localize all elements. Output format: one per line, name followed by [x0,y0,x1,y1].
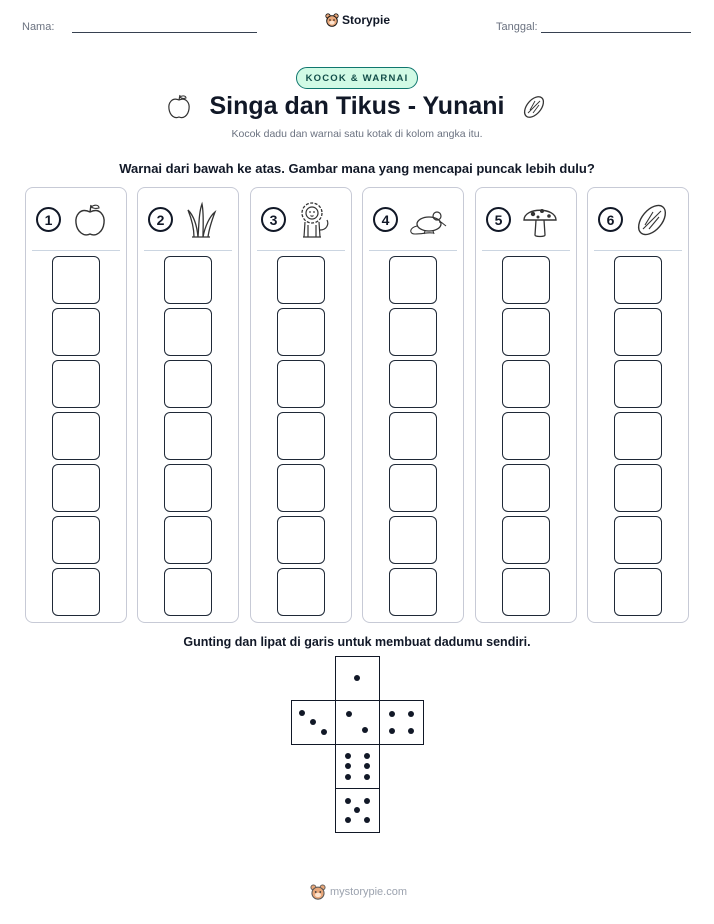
column-number: 2 [148,207,173,232]
color-box[interactable] [614,464,662,512]
column-number: 4 [373,207,398,232]
color-box[interactable] [389,360,437,408]
color-box[interactable] [502,256,550,304]
color-box[interactable] [277,412,325,460]
instruction-text: Warnai dari bawah ke atas. Gambar mana yang mencapai puncak lebih dulu? [119,161,595,176]
footer [310,884,407,900]
color-box[interactable] [164,464,212,512]
color-box[interactable] [614,412,662,460]
color-box[interactable] [164,516,212,564]
color-box[interactable] [164,412,212,460]
lion-icon [295,200,335,240]
color-box[interactable] [164,360,212,408]
column-3 [250,187,352,623]
color-box[interactable] [614,360,662,408]
column-2 [137,187,239,623]
cut-instruction: Gunting dan lipat di garis untuk membuat dadumu sendiri. [183,635,531,649]
color-box[interactable] [614,308,662,356]
color-box[interactable] [52,308,100,356]
dice-face-1[interactable] [335,656,380,701]
page-title: Singa dan Tikus - Yunani [209,92,505,120]
column-number: 5 [486,207,511,232]
color-box[interactable] [277,256,325,304]
name-label: Nama: [22,21,55,33]
color-box[interactable] [389,308,437,356]
dice-face-2[interactable] [335,700,380,745]
logo-text: Storypie [342,13,391,27]
color-box[interactable] [52,412,100,460]
color-box[interactable] [52,516,100,564]
seed-icon [632,200,672,240]
color-box[interactable] [52,360,100,408]
date-label: Tanggal: [496,21,538,33]
color-box[interactable] [277,360,325,408]
color-box[interactable] [502,308,550,356]
bear-logo-icon [325,13,339,27]
color-box[interactable] [164,256,212,304]
activity-badge: KOCOK & WARNAI [296,67,418,89]
color-box[interactable] [389,568,437,616]
color-box[interactable] [164,308,212,356]
color-box[interactable] [502,412,550,460]
color-box[interactable] [614,256,662,304]
grass-icon [182,200,222,240]
column-5 [475,187,577,623]
color-box[interactable] [277,568,325,616]
subtitle: Kocok dadu dan warnai satu kotak di kolom angka itu. [231,128,483,140]
name-line[interactable] [72,32,257,33]
apple-icon [70,200,110,240]
color-box[interactable] [614,516,662,564]
color-box[interactable] [389,516,437,564]
column-6 [587,187,689,623]
dice-face-3[interactable] [291,700,336,745]
color-box[interactable] [52,256,100,304]
color-box[interactable] [277,516,325,564]
column-4 [362,187,464,623]
color-box[interactable] [52,464,100,512]
dice-face-5[interactable] [335,788,380,833]
color-box[interactable] [389,412,437,460]
color-box[interactable] [389,256,437,304]
color-box[interactable] [502,464,550,512]
column-number: 1 [36,207,61,232]
bear-logo-icon [310,884,326,900]
mouse-icon [407,200,451,240]
color-box[interactable] [614,568,662,616]
column-number: 6 [598,207,623,232]
color-box[interactable] [502,360,550,408]
storypie-logo [325,13,390,27]
dice-face-6[interactable] [335,744,380,789]
color-box[interactable] [52,568,100,616]
color-box[interactable] [389,464,437,512]
column-1 [25,187,127,623]
mushroom-icon [520,200,560,240]
color-box[interactable] [277,464,325,512]
dice-face-4[interactable] [379,700,424,745]
column-number: 3 [261,207,286,232]
seed-icon [521,93,547,121]
color-box[interactable] [502,568,550,616]
footer-url[interactable]: mystorypie.com [330,886,408,898]
date-line[interactable] [541,32,691,33]
color-box[interactable] [502,516,550,564]
color-box[interactable] [164,568,212,616]
color-box[interactable] [277,308,325,356]
